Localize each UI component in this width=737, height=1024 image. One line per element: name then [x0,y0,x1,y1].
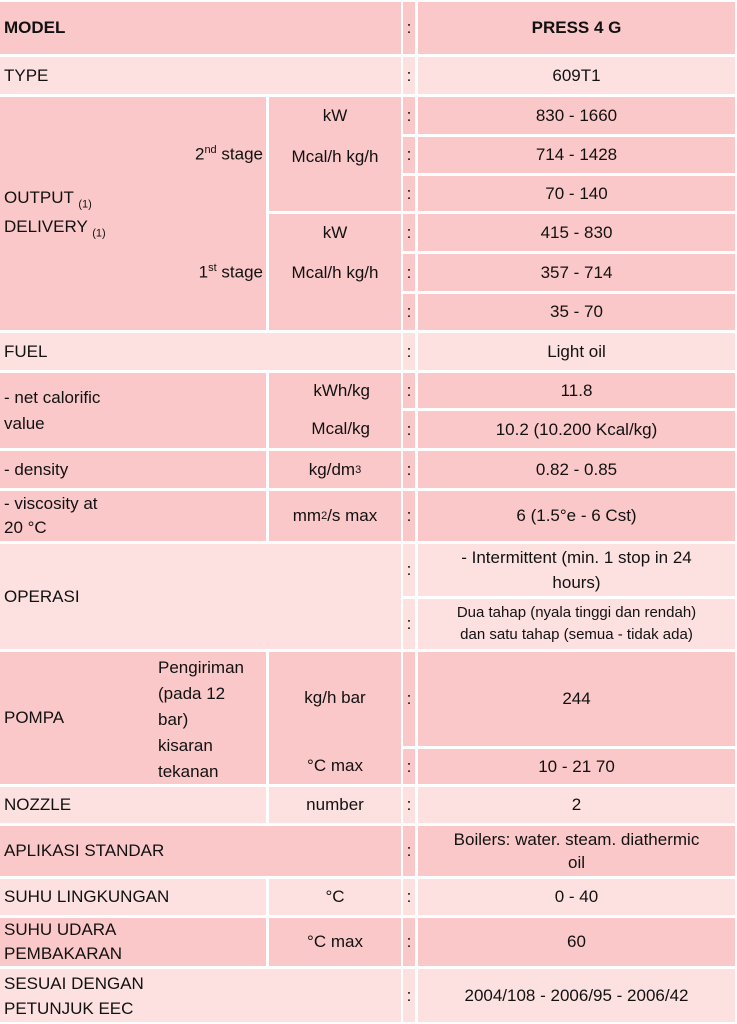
colon: : [403,373,415,408]
pompa-sublabel-line: Pengiriman [158,658,244,677]
stage1-units [269,214,401,330]
pompa-sublabel-line: bar) [158,710,189,729]
sesuai-label-line2: PETUNJUK EEC [4,998,134,1018]
pompa-label: POMPA [4,708,65,727]
type-value: 609T1 [418,57,735,94]
pompa-kgh-value: 244 [418,652,735,746]
colon: : [403,411,415,448]
operasi-value-1-line2: hours) [552,573,601,592]
pompa-temp-value: 10 - 21 70 [418,749,735,784]
colon: : [403,749,415,784]
density-unit: kg/dm 3 [269,451,401,488]
viscosity-label-line2: 20 °C [4,518,47,537]
nozzle-unit: number [269,787,401,823]
calorific-kwh-value: 11.8 [418,373,735,408]
viscosity-value: 6 (1.5°e - 6 Cst) [418,491,735,541]
sesuai-value: 2004/108 - 2006/95 - 2006/42 [418,969,735,1022]
output-block [0,97,266,330]
stage1-kw-value: 415 - 830 [418,214,735,251]
pompa-sublabel-line: (pada 12 [158,684,226,703]
viscosity-label-line1: - viscosity at [4,494,98,513]
stage2-label: 2nd stage [194,144,263,164]
pompa-sublabel-line: tekanan [158,762,219,781]
colon: : [403,176,415,211]
stage2-mcal-value: 714 - 1428 [418,137,735,173]
type-label: TYPE [0,57,401,94]
nozzle-label: NOZZLE [0,787,266,823]
operasi-value-1-line1: - Intermittent (min. 1 stop in 24 [461,548,692,567]
aplikasi-label: APLIKASI STANDAR [0,826,401,876]
colon: : [403,254,415,291]
colon: : [403,652,415,746]
unit-mcal-kg: Mcal/kg [311,419,370,438]
suhu-lingkungan-unit: °C [269,879,401,915]
fuel-value: Light oil [418,333,735,370]
unit-c-max: °C max [307,756,363,775]
colon: : [403,294,415,330]
operasi-value-1 [418,544,735,596]
suhu-udara-value: 60 [418,918,735,966]
header-model-value: PRESS 4 G [418,2,735,54]
colon: : [403,826,415,876]
header-model-label [0,2,401,54]
unit-kwh-kg: kWh/kg [313,381,370,400]
pompa-sublabel [158,655,244,785]
suhu-udara-label [0,918,266,966]
pompa-block [0,652,266,784]
calorific-mcal-value: 10.2 (10.200 Kcal/kg) [418,411,735,448]
pompa-units [269,652,401,784]
stage1-mcal-value: 357 - 714 [418,254,735,291]
operasi-value-2-line2: dan satu tahap (semua - tidak ada) [460,626,693,643]
aplikasi-value-line2: oil [567,853,585,872]
suhu-udara-label-line1: SUHU UDARA [4,920,117,939]
colon: : [403,214,415,251]
stage1-kgh-value: 35 - 70 [418,294,735,330]
calorific-units [269,373,401,448]
sesuai-label-line1: SESUAI DENGAN [4,973,144,993]
stage2-kw-value: 830 - 1660 [418,97,735,134]
viscosity-label [0,491,266,541]
colon: : [403,969,415,1022]
output-label: OUTPUT $_{(1)}$ [4,188,92,211]
suhu-udara-unit: °C max [269,918,401,966]
unit-kw: kW [322,223,348,242]
fuel-label: FUEL [0,333,401,370]
colon: : [403,57,415,94]
header-model-text: MODEL [4,18,66,37]
suhu-lingkungan-value: 0 - 40 [418,879,735,915]
colon: : [403,491,415,541]
colon: : [403,918,415,966]
pompa-sublabel-line: kisaran [158,736,213,755]
operasi-value-2 [418,599,735,649]
sesuai-label [0,969,401,1022]
calorific-label-line2: value [4,413,45,433]
operasi-value-2-line1: Dua tahap (nyala tinggi dan rendah) [456,604,697,621]
aplikasi-value [418,826,735,876]
unit-mcal-kg: Mcal/h kg/h [291,263,379,282]
calorific-label-line1: - net calorific [4,387,101,407]
unit-kgh-bar: kg/h bar [304,688,366,707]
density-value: 0.82 - 0.85 [418,451,735,488]
calorific-label [0,373,266,448]
nozzle-value: 2 [418,787,735,823]
colon: : [403,2,415,54]
stage2-kgh-value: 70 - 140 [418,176,735,211]
colon: : [403,451,415,488]
aplikasi-value-line1: Boilers: water. steam. diathermic [453,830,700,849]
operasi-label: OPERASI [0,544,401,649]
suhu-udara-label-line2: PEMBAKARAN [4,944,123,963]
suhu-lingkungan-label: SUHU LINGKUNGAN [0,879,266,915]
density-label: - density [0,451,266,488]
colon: : [403,544,415,596]
delivery-label: DELIVERY $_{(1)}$ [4,217,106,240]
stage1-label: 1st stage [198,262,263,282]
colon: : [403,97,415,134]
colon: : [403,333,415,370]
viscosity-unit: mm 2 /s max [269,491,401,541]
unit-mcal-kg: Mcal/h kg/h [291,147,379,166]
colon: : [403,137,415,173]
colon: : [403,599,415,649]
unit-kw: kW [322,106,348,125]
colon: : [403,787,415,823]
colon: : [403,879,415,915]
stage2-units [269,97,401,211]
